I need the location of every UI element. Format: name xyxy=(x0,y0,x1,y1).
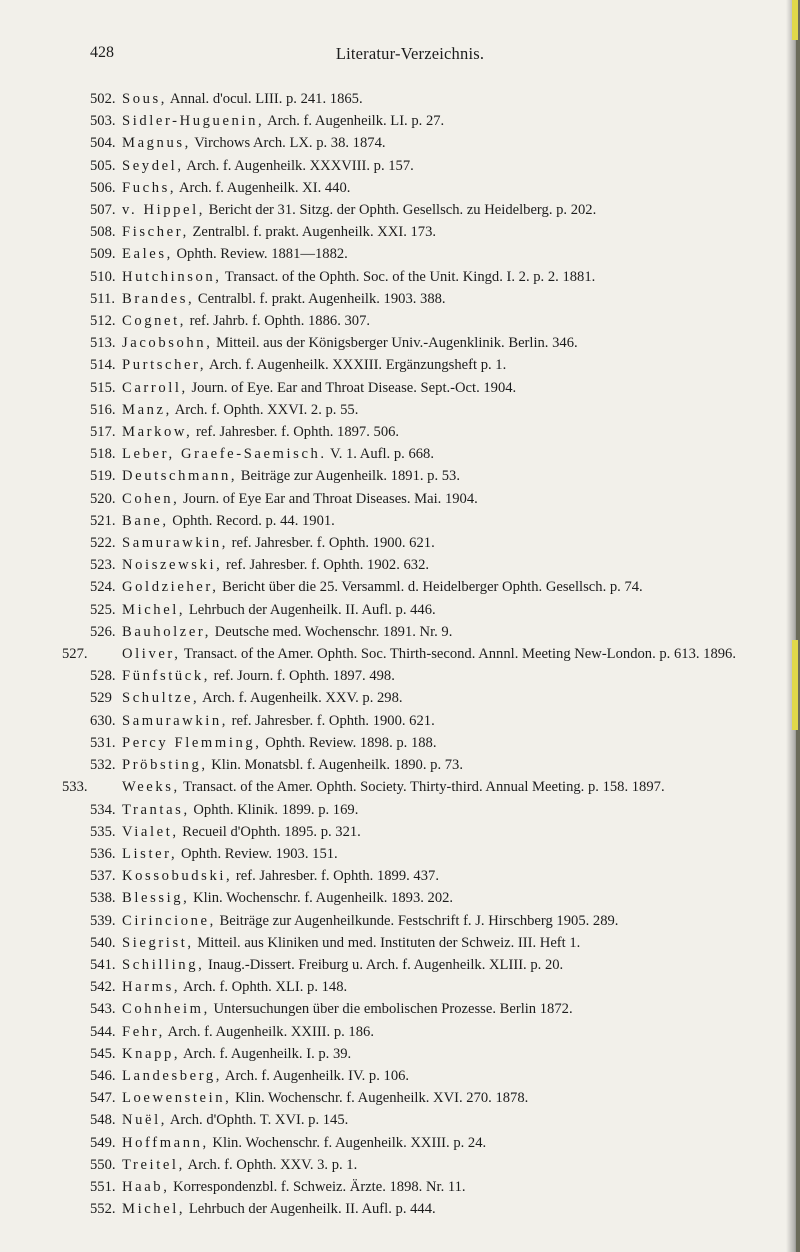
reference-number: 551. xyxy=(90,1178,116,1195)
reference-author: Siegrist, xyxy=(122,934,194,951)
reference-author: Carroll, xyxy=(122,379,188,396)
reference-number: 544. xyxy=(90,1023,116,1040)
reference-number: 539. xyxy=(90,912,116,929)
reference-entry xyxy=(90,88,750,110)
reference-author: Harms, xyxy=(122,979,181,996)
reference-source: Journ. of Eye Ear and Throat Diseases. Mai. 1904. xyxy=(179,490,478,507)
reference-author: Brandes, xyxy=(122,290,195,307)
reference-number: 515. xyxy=(90,379,116,396)
reference-source: Arch. f. Augenheilk. I. p. 39. xyxy=(180,1045,352,1062)
reference-entry xyxy=(90,843,750,865)
reference-entry xyxy=(90,332,750,354)
reference-source: V. 1. Aufl. p. 668. xyxy=(326,446,434,463)
reference-source: Bericht der 31. Sitzg. der Ophth. Gesellsch. zu Heidelberg. p. 202. xyxy=(205,202,597,219)
reference-number: 535. xyxy=(90,823,116,840)
reference-number: 541. xyxy=(90,956,116,973)
reference-number: 630. xyxy=(90,712,116,729)
reference-author: Fuchs, xyxy=(122,179,177,196)
reference-source: Annal. d'ocul. LIII. p. 241. 1865. xyxy=(167,91,363,107)
reference-number: 545. xyxy=(90,1045,116,1062)
reference-author: Samurawkin, xyxy=(122,535,229,552)
running-title: Literatur-Verzeichnis. xyxy=(335,44,485,63)
reference-source: Arch. f. Augenheilk. XXIII. p. 186. xyxy=(164,1023,374,1040)
reference-entry xyxy=(90,1109,750,1131)
reference-author: Seydel, xyxy=(122,157,184,174)
reference-entry xyxy=(90,155,750,177)
reference-number: 520. xyxy=(90,490,116,507)
reference-source: Transact. of the Amer. Ophth. Society. Thirty-third. Annual Meeting. p. 158. 1897. xyxy=(179,779,665,796)
reference-entry xyxy=(90,710,750,732)
reference-entry xyxy=(90,1176,750,1198)
reference-source: Arch. f. Augenheilk. LI. p. 27. xyxy=(264,113,445,130)
reference-author: Lister, xyxy=(122,845,178,862)
reference-source: Beiträge zur Augenheilkunde. Festschrift f. J. Hirschberg 1905. 289. xyxy=(215,912,619,929)
reference-author: Trantas, xyxy=(122,801,190,818)
reference-number: 543. xyxy=(90,1001,116,1018)
reference-source: Klin. Wochenschr. f. Augenheilk. XVI. 270. 1878. xyxy=(231,1090,529,1107)
reference-number: 536. xyxy=(90,845,116,862)
reference-entry xyxy=(90,821,750,843)
reference-author: Cohnheim, xyxy=(122,1001,210,1018)
page-header xyxy=(90,44,730,68)
reference-entry xyxy=(90,199,750,221)
reference-author: Goldzieher, xyxy=(122,579,219,596)
reference-number: 503. xyxy=(90,113,116,130)
reference-author: Knapp, xyxy=(122,1045,181,1062)
reference-author: Cognet, xyxy=(122,313,187,330)
reference-entry xyxy=(90,1065,750,1087)
reference-entry xyxy=(90,354,750,376)
reference-source: Virchows Arch. LX. p. 38. 1874. xyxy=(190,135,386,152)
reference-entry xyxy=(90,576,750,598)
reference-author: Treitel, xyxy=(122,1156,185,1173)
reference-source: Klin. Wochenschr. f. Augenheilk. XXIII. p. 24. xyxy=(208,1134,487,1151)
reference-number: 550. xyxy=(90,1156,116,1173)
reference-source: Arch. f. Augenheilk. XXXIII. Ergänzungsheft p. 1. xyxy=(206,357,507,374)
reference-number: 540. xyxy=(90,934,116,951)
reference-entry xyxy=(90,998,750,1020)
reference-number: 514. xyxy=(90,357,116,374)
reference-number: 513. xyxy=(90,335,116,352)
reference-source: Ophth. Review. 1903. 151. xyxy=(177,845,338,862)
reference-source: Ophth. Record. p. 44. 1901. xyxy=(168,512,335,529)
reference-author: Cirincione, xyxy=(122,912,216,929)
reference-number: 505. xyxy=(90,157,116,174)
reference-entry xyxy=(90,754,750,776)
reference-source: Ophth. Review. 1881—1882. xyxy=(172,246,348,263)
reference-author: Leber, Graefe-Saemisch. xyxy=(122,446,327,463)
reference-entry xyxy=(90,554,750,576)
reference-author: Cohen, xyxy=(122,490,180,507)
reference-source: Journ. of Eye. Ear and Throat Disease. Sept.-Oct. 1904. xyxy=(187,379,517,396)
reference-entry xyxy=(90,310,750,332)
reference-number: 542. xyxy=(90,979,116,996)
reference-source: ref. Jahresber. f. Ophth. 1900. 621. xyxy=(228,712,435,729)
reference-entry xyxy=(90,266,750,288)
reference-entry xyxy=(90,532,750,554)
reference-entry xyxy=(90,465,750,487)
reference-entry xyxy=(90,488,750,510)
reference-entry xyxy=(90,932,750,954)
reference-entry xyxy=(90,732,750,754)
reference-source: Transact. of the Ophth. Soc. of the Unit. Kingd. I. 2. p. 2. 1881. xyxy=(221,268,596,285)
reference-number: 509. xyxy=(90,246,116,263)
page-edge-tint xyxy=(792,0,798,40)
reference-author: Bauholzer, xyxy=(122,623,212,640)
reference-author: Pröbsting, xyxy=(122,757,208,774)
reference-author: Michel, xyxy=(122,601,186,618)
reference-entry xyxy=(90,1021,750,1043)
reference-entry xyxy=(90,1132,750,1154)
reference-author: Hutchinson, xyxy=(122,268,222,285)
reference-number: 502. xyxy=(90,91,116,107)
reference-number: 527. xyxy=(62,646,88,663)
reference-author: Schultze, xyxy=(122,690,200,707)
reference-source: Mitteil. aus Kliniken und med. Instituten der Schweiz. III. Heft 1. xyxy=(193,934,581,951)
reference-source: Bericht über die 25. Versamml. d. Heidelberger Ophth. Gesellsch. p. 74. xyxy=(218,579,643,596)
reference-number: 547. xyxy=(90,1090,116,1107)
reference-entry xyxy=(90,976,750,998)
reference-entry xyxy=(90,599,750,621)
reference-number: 522. xyxy=(90,535,116,552)
reference-number: 524. xyxy=(90,579,116,596)
reference-source: Beiträge zur Augenheilk. 1891. p. 53. xyxy=(237,468,461,485)
reference-source: ref. Jahrb. f. Ophth. 1886. 307. xyxy=(186,313,371,330)
reference-entry xyxy=(90,1043,750,1065)
reference-author: Michel, xyxy=(122,1201,186,1218)
page-edge-tint xyxy=(792,640,798,730)
reference-number: 523. xyxy=(90,557,116,574)
reference-entry xyxy=(90,110,750,132)
reference-author: Fünfstück, xyxy=(122,668,211,685)
reference-entry xyxy=(90,421,750,443)
reference-source: Lehrbuch der Augenheilk. II. Aufl. p. 444. xyxy=(185,1201,436,1218)
reference-source: Ophth. Klinik. 1899. p. 169. xyxy=(189,801,359,818)
reference-entry xyxy=(90,621,750,643)
reference-source: Arch. f. Augenheilk. XXXVIII. p. 157. xyxy=(183,157,414,174)
reference-entry xyxy=(62,643,750,665)
reference-entry xyxy=(90,288,750,310)
reference-author: Sidler-Huguenin, xyxy=(122,113,265,130)
reference-author: Eales, xyxy=(122,246,173,263)
reference-author: Kossobudski, xyxy=(122,868,233,885)
reference-source: Arch. f. Augenheilk. XXV. p. 298. xyxy=(199,690,403,707)
reference-source: Klin. Monatsbl. f. Augenheilk. 1890. p. 73. xyxy=(207,757,463,774)
reference-number: 525. xyxy=(90,601,116,618)
reference-entry xyxy=(90,687,750,709)
reference-number: 526. xyxy=(90,623,116,640)
reference-number: 508. xyxy=(90,224,116,241)
reference-source: Korrespondenzbl. f. Schweiz. Ärzte. 1898. Nr. 11. xyxy=(169,1178,466,1195)
reference-entry xyxy=(90,177,750,199)
reference-author: Schilling, xyxy=(122,956,205,973)
reference-number: 521. xyxy=(90,512,116,529)
reference-number: 507. xyxy=(90,202,116,219)
reference-number: 511. xyxy=(90,290,115,307)
reference-number: 548. xyxy=(90,1112,116,1129)
reference-number: 552. xyxy=(90,1201,116,1218)
reference-source: Deutsche med. Wochenschr. 1891. Nr. 9. xyxy=(211,623,453,640)
reference-author: Markow, xyxy=(122,424,193,441)
reference-author: Loewenstein, xyxy=(122,1090,232,1107)
reference-source: Arch. f. Ophth. XXVI. 2. p. 55. xyxy=(171,401,359,418)
reference-source: Centralbl. f. prakt. Augenheilk. 1903. 388. xyxy=(194,290,446,307)
reference-source: Arch. f. Augenheilk. XI. 440. xyxy=(176,179,351,196)
reference-entry xyxy=(90,243,750,265)
reference-number: 546. xyxy=(90,1067,116,1084)
reference-source: Inaug.-Dissert. Freiburg u. Arch. f. Augenheilk. XLIII. p. 20. xyxy=(204,956,564,973)
reference-source: Arch. f. Augenheilk. IV. p. 106. xyxy=(222,1067,410,1084)
reference-number: 506. xyxy=(90,179,116,196)
reference-entry xyxy=(90,954,750,976)
reference-source: Arch. f. Ophth. XLI. p. 148. xyxy=(180,979,348,996)
reference-entry xyxy=(90,799,750,821)
reference-number: 528. xyxy=(90,668,116,685)
reference-entry xyxy=(90,887,750,909)
reference-entry xyxy=(90,1087,750,1109)
reference-source: Zentralbl. f. prakt. Augenheilk. XXI. 173. xyxy=(188,224,437,241)
reference-entry xyxy=(90,377,750,399)
reference-author: Jacobsohn, xyxy=(122,335,213,352)
reference-author: Bane, xyxy=(122,512,169,529)
reference-author: Hoffmann, xyxy=(122,1134,209,1151)
reference-author: Noiszewski, xyxy=(122,557,223,574)
reference-entry xyxy=(90,132,750,154)
reference-source: Klin. Wochenschr. f. Augenheilk. 1893. 202. xyxy=(189,890,454,907)
reference-author: Fischer, xyxy=(122,224,189,241)
reference-source: ref. Jahresber. f. Ophth. 1897. 506. xyxy=(192,424,400,441)
reference-number: 549. xyxy=(90,1134,116,1151)
reference-author: Purtscher, xyxy=(122,357,207,374)
reference-source: Untersuchungen über die embolischen Prozesse. Berlin 1872. xyxy=(209,1001,573,1018)
reference-entry xyxy=(90,443,750,465)
reference-author: Blessig, xyxy=(122,890,190,907)
reference-author: Fehr, xyxy=(122,1023,165,1040)
reference-number: 517. xyxy=(90,424,116,441)
reference-number: 518. xyxy=(90,446,116,463)
reference-number: 512. xyxy=(90,313,116,330)
reference-author: Oliver, xyxy=(122,646,181,663)
reference-number: 534. xyxy=(90,801,116,818)
reference-source: Recueil d'Ophth. 1895. p. 321. xyxy=(178,823,361,840)
reference-number: 504. xyxy=(90,135,116,152)
reference-source: ref. Jahresber. f. Ophth. 1900. 621. xyxy=(228,535,435,552)
reference-author: Deutschmann, xyxy=(122,468,238,485)
reference-source: Lehrbuch der Augenheilk. II. Aufl. p. 446. xyxy=(185,601,436,618)
reference-author: Haab, xyxy=(122,1178,170,1195)
reference-entry xyxy=(90,399,750,421)
reference-author: Manz, xyxy=(122,401,172,418)
reference-list xyxy=(62,88,750,1220)
reference-number: 537. xyxy=(90,868,116,885)
reference-number: 529 xyxy=(90,690,112,707)
reference-entry xyxy=(90,910,750,932)
reference-number: 516. xyxy=(90,401,116,418)
reference-number: 519. xyxy=(90,468,116,485)
reference-author: Samurawkin, xyxy=(122,712,229,729)
reference-entry xyxy=(90,1198,750,1220)
reference-author: v. Hippel, xyxy=(122,202,206,219)
reference-source: ref. Journ. f. Ophth. 1897. 498. xyxy=(210,668,395,685)
reference-author: Weeks, xyxy=(122,779,180,796)
reference-source: ref. Jahresber. f. Ophth. 1899. 437. xyxy=(232,868,439,885)
reference-entry xyxy=(90,510,750,532)
reference-author: Landesberg, xyxy=(122,1067,223,1084)
reference-number: 533. xyxy=(62,779,88,796)
page-number: 428 xyxy=(90,44,114,61)
reference-source: Transact. of the Amer. Ophth. Soc. Thirth-second. Annnl. Meeting New-London. p. 613. 1896. xyxy=(180,646,736,663)
binding-edge xyxy=(796,0,800,1252)
reference-author: Magnus, xyxy=(122,135,191,152)
reference-entry xyxy=(90,665,750,687)
reference-source: Arch. f. Ophth. XXV. 3. p. 1. xyxy=(184,1156,358,1173)
reference-source: Arch. d'Ophth. T. XVI. p. 145. xyxy=(167,1112,349,1129)
reference-source: Ophth. Review. 1898. p. 188. xyxy=(261,734,437,751)
reference-number: 532. xyxy=(90,757,116,774)
reference-author: Sous, xyxy=(122,91,168,107)
reference-source: ref. Jahresber. f. Ophth. 1902. 632. xyxy=(222,557,430,574)
reference-source: Mitteil. aus der Königsberger Univ.-Augenklinik. Berlin. 346. xyxy=(212,335,578,352)
reference-entry xyxy=(62,776,750,798)
reference-number: 510. xyxy=(90,268,116,285)
reference-entry xyxy=(90,1154,750,1176)
reference-author: Nuël, xyxy=(122,1112,168,1129)
reference-author: Vialet, xyxy=(122,823,179,840)
reference-number: 531. xyxy=(90,734,116,751)
reference-entry xyxy=(90,221,750,243)
reference-number: 538. xyxy=(90,890,116,907)
reference-author: Percy Flemming, xyxy=(122,734,262,751)
reference-entry xyxy=(90,865,750,887)
